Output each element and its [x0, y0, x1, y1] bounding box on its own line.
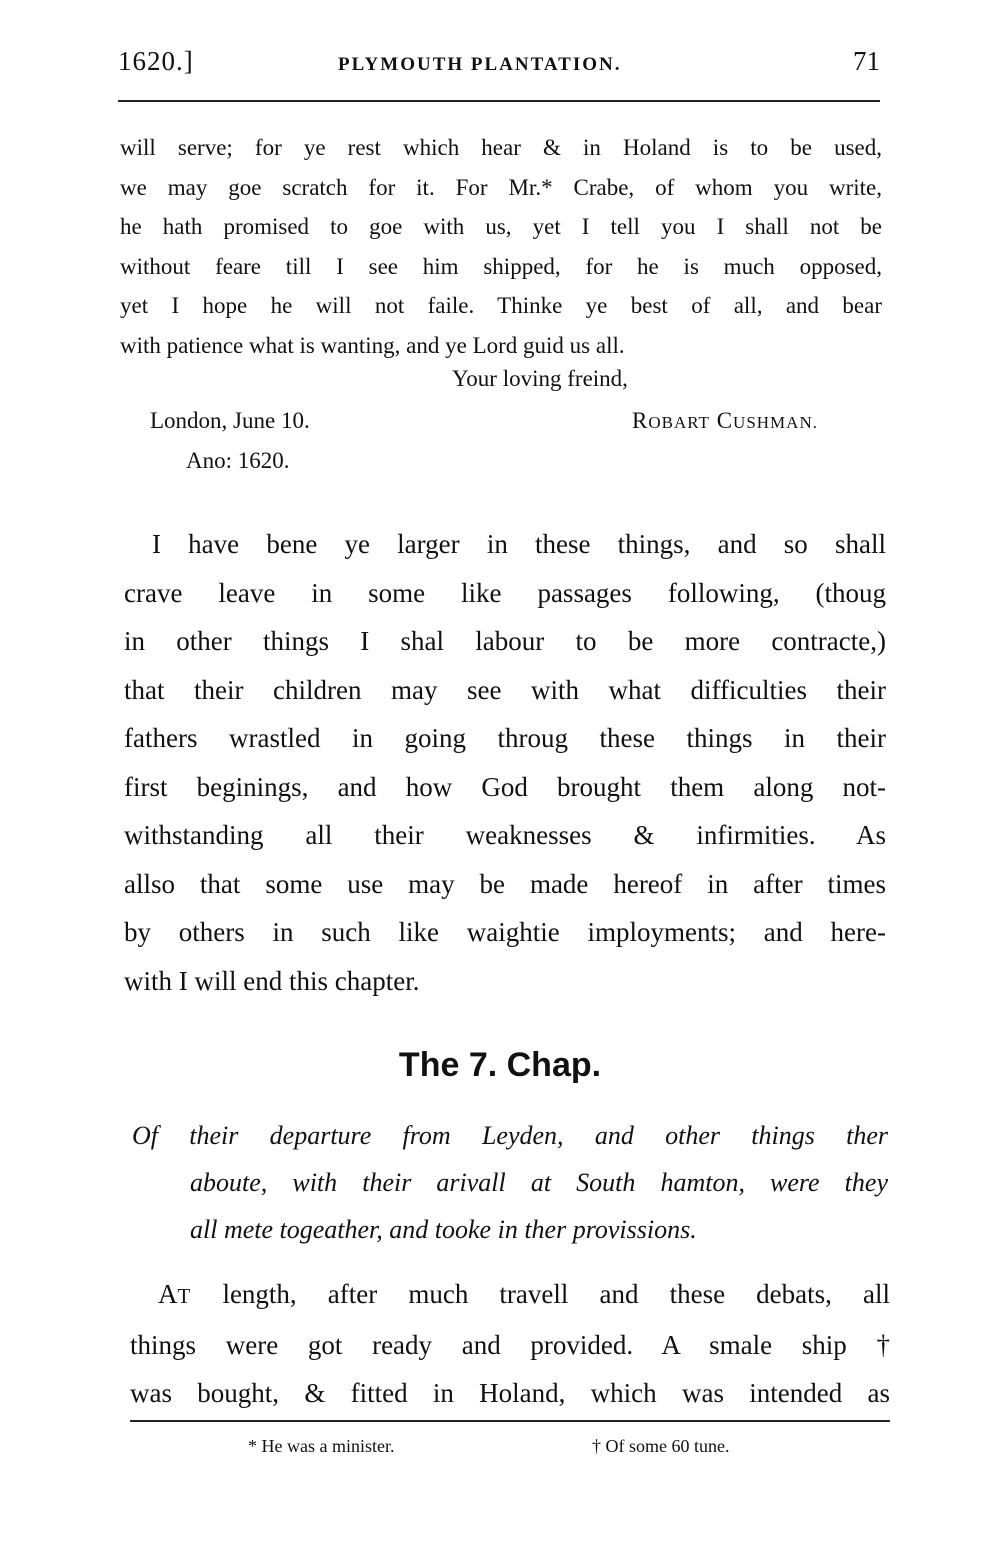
chapter-title: The 7. Chap. — [398, 1046, 602, 1084]
running-header — [118, 44, 880, 84]
letter-year: Ano: 1620. — [186, 448, 290, 473]
paragraph-line: was bought, & fitted in Holand, which was intended as — [130, 1378, 890, 1408]
letter-signature — [632, 408, 818, 434]
header-title: PLYMOUTH PLANTATION. — [338, 54, 622, 75]
paragraph-line: things were got ready and provided. A smale ship † — [130, 1329, 890, 1360]
letter-line: yet I hope he will not faile. Thinke ye best of all, and bear — [120, 293, 882, 318]
signer-initial: C — [716, 408, 734, 433]
paragraph-line: crave leave in some like passages following, (thoug — [124, 577, 886, 608]
paragraph-line: allso that some use may be made hereof in after times — [124, 868, 886, 899]
paragraph-line: I have bene ye larger in these things, and so shall — [152, 529, 886, 559]
chapter-summary — [132, 1112, 888, 1253]
letter-line: will serve; for ye rest which hear & in Holand is to be used, — [120, 135, 882, 160]
signer-smallcaps: USHMAN. — [733, 413, 818, 432]
letter-line: he hath promised to goe with us, yet I tell you I shall not be — [120, 214, 882, 239]
header-rule — [118, 100, 880, 102]
dropcap-initial: A — [158, 1279, 178, 1309]
paragraph-line: fathers wrastled in going throug these things in their — [124, 723, 886, 753]
letter-line: without feare till I see him shipped, for he is much opposed, — [120, 253, 882, 279]
letter-text — [120, 128, 882, 365]
signer-initial: R — [632, 408, 649, 433]
paragraph-line: first beginings, and how God brought them along not- — [124, 771, 886, 802]
line-rest: length, after much travell and these debats, all — [222, 1279, 891, 1309]
paragraph-line: withstanding all their weaknesses & infirmities. As — [124, 820, 886, 850]
paragraph-line: by others in such like waightie imployments; and here- — [124, 917, 886, 947]
footnote-2: † Of some 60 tune. — [592, 1436, 730, 1456]
letter-line: with patience what is wanting, and ye Lord guid us all. — [120, 332, 625, 358]
page-number: 71 — [853, 46, 880, 76]
paragraph-2 — [130, 1270, 890, 1418]
paragraph-1 — [124, 520, 886, 1005]
smallcaps-rest: T — [177, 1284, 192, 1308]
footnote-rule — [130, 1420, 890, 1422]
paragraph-line: that their children may see with what difficulties their — [124, 674, 886, 705]
paragraph-line — [130, 1270, 890, 1321]
paragraph-line: with I will end this chapter. — [124, 965, 420, 996]
summary-line: aboute, with their arivall at South hamton, were they — [190, 1168, 888, 1197]
footnote-1: * He was a minister. — [248, 1436, 395, 1456]
header-year: 1620.] — [118, 46, 194, 76]
signer-smallcaps: OBART — [648, 413, 710, 432]
letter-place-date: London, June 10. — [150, 408, 310, 433]
paragraph-line: in other things I shal labour to be more contracte,) — [124, 626, 886, 656]
letter-line: we may goe scratch for it. For Mr.* Crabe, of whom you write, — [120, 174, 882, 200]
summary-line: Of their departure from Leyden, and other things ther — [132, 1121, 888, 1150]
summary-line: all mete togeather, and tooke in ther provissions. — [190, 1215, 697, 1244]
letter-closing: Your loving freind, — [452, 366, 628, 391]
